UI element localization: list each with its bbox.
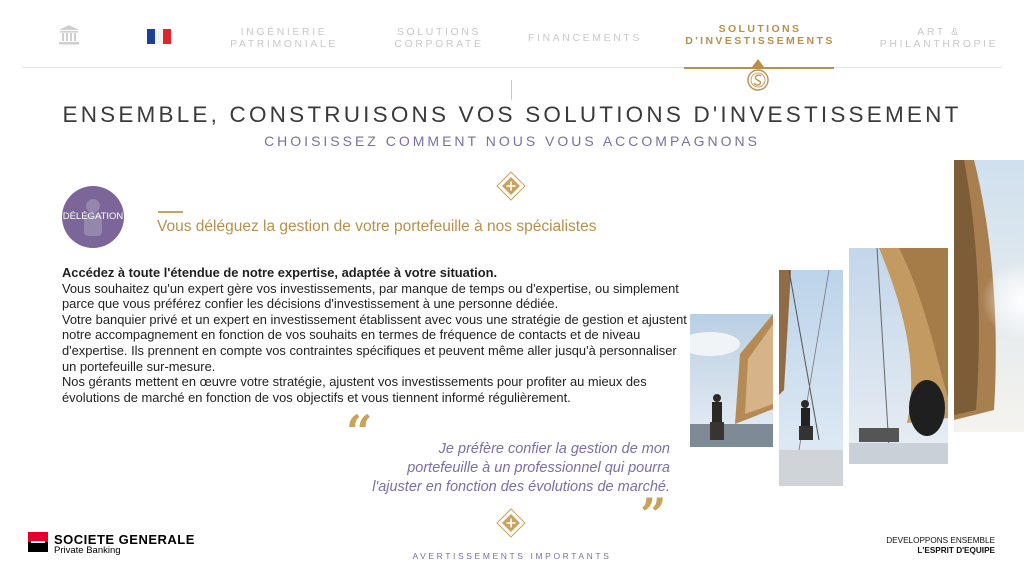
paragraph: Nos gérants mettent en œuvre votre stratégie, ajustent vos investissements pour profiter au mieux des évolutions de marché en fonction de vos objectifs et vous tiennent informé régulièrement. — [62, 374, 647, 405]
quote-line: l'ajuster en fonction des évolutions de marché. — [372, 479, 670, 495]
tagline — [886, 536, 995, 556]
top-navigation — [22, 0, 1002, 68]
brand-subtitle: Private Banking — [54, 545, 121, 556]
paragraph: Votre banquier privé et un expert en investissement établissent avec vous une stratégie de gestion et ajustent notre accompagnement en fonction de vos souhaits en termes de fréquence de contacts et de niveau d'expertise. Ils prennent en compte vos contraintes spécifiques et peuvent même aller jusqu'à personnaliser un portefeuille sur-mesure. — [62, 311, 687, 374]
brand-square-icon — [28, 532, 48, 552]
nav-item-art-philanthropie[interactable] — [874, 26, 1004, 50]
nav-item-label: INGÉNIERIE — [240, 26, 328, 38]
monogram-emblem-icon — [745, 59, 771, 95]
close-quote-mark: ” — [640, 488, 667, 542]
open-quote-mark: “ — [346, 405, 373, 459]
sailing-photo-3 — [849, 248, 948, 464]
gold-accent-dash — [158, 211, 183, 213]
delegation-heading: Vous déléguez la gestion de votre portefeuille à nos spécialistes — [157, 218, 597, 235]
nav-item-label: PATRIMONIALE — [230, 38, 338, 50]
nav-item-label: PHILANTHROPIE — [879, 38, 999, 50]
bank-building-icon[interactable] — [58, 24, 80, 46]
tagline-line: DEVELOPPONS ENSEMBLE — [886, 536, 995, 545]
nav-item-label: D'INVESTISSEMENTS — [685, 35, 835, 47]
brand-name: SOCIETE GENERALE — [54, 532, 195, 547]
warnings-link[interactable]: AVERTISSEMENTS IMPORTANTS — [412, 551, 612, 561]
description-text — [62, 265, 692, 405]
delegation-badge — [62, 186, 124, 248]
paragraph: Vous souhaitez qu'un expert gère vos investissements, par manque de temps ou d'expertise, ou simplement parce que vous préférez confier les décisions d'investissement à une personne dédiée. — [62, 280, 679, 312]
sailing-photo-2 — [779, 270, 843, 486]
nav-item-label: SOLUTIONS — [718, 23, 802, 35]
page-subtitle: CHOISISSEZ COMMENT NOUS VOUS ACCOMPAGNONS — [264, 133, 760, 149]
plus-diamond-icon[interactable] — [496, 171, 526, 201]
tagline-line: L'ESPRIT D'EQUIPE — [917, 546, 995, 555]
french-flag-icon[interactable] — [147, 29, 171, 44]
nav-item-solutions-investissements[interactable] — [678, 23, 842, 47]
divider-line — [511, 80, 512, 100]
sailing-photo-1 — [690, 314, 773, 447]
badge-label: DÉLÉGATION — [62, 211, 124, 222]
page-title: ENSEMBLE, CONSTRUISONS VOS SOLUTIONS D'INVESTISSEMENT — [62, 102, 962, 127]
nav-item-financements[interactable] — [522, 32, 648, 44]
nav-item-label: SOLUTIONS — [396, 26, 482, 38]
sailing-photo-4 — [954, 160, 1024, 432]
plus-diamond-icon[interactable] — [496, 508, 526, 538]
nav-item-ingenierie-patrimoniale[interactable] — [219, 26, 349, 50]
quote-line: portefeuille à un professionnel qui pourra — [407, 460, 670, 476]
nav-item-label: FINANCEMENTS — [527, 32, 643, 44]
nav-item-label: ART & — [917, 26, 961, 38]
lead-sentence: Accédez à toute l'étendue de notre expertise, adaptée à votre situation. — [62, 265, 498, 280]
nav-item-solutions-corporate[interactable] — [380, 26, 498, 50]
testimonial-quote — [318, 440, 670, 497]
quote-line: Je préfère confier la gestion de mon — [438, 441, 670, 457]
nav-item-label: CORPORATE — [394, 38, 484, 50]
